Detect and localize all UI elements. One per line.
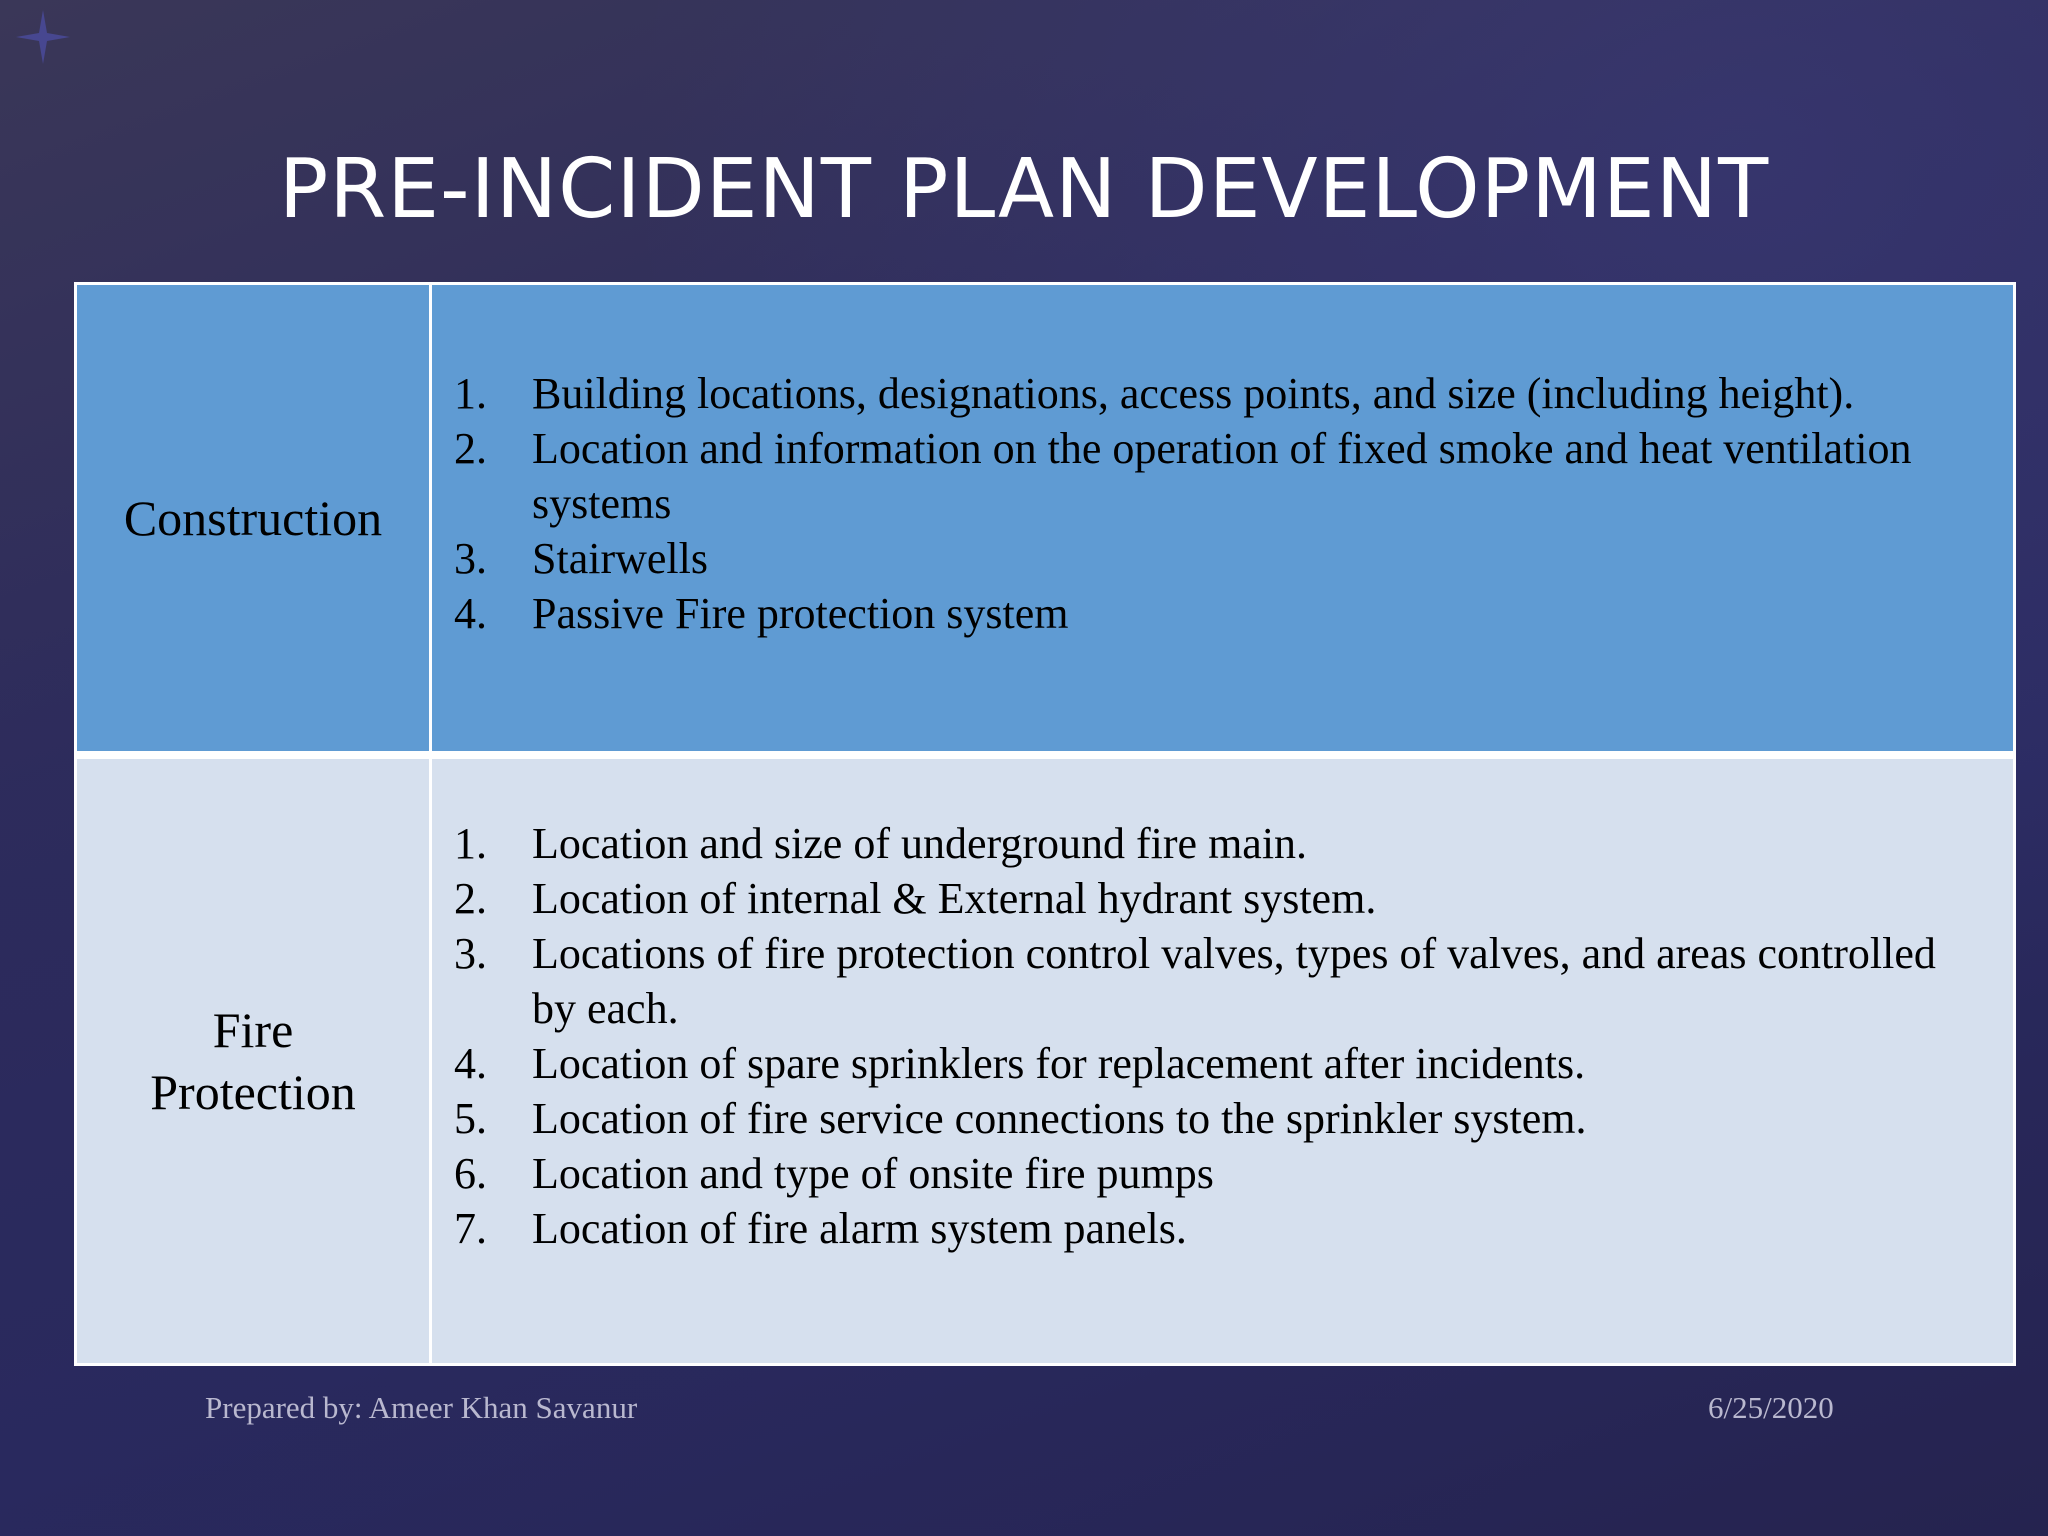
footer-date: 6/25/2020 (1708, 1390, 1834, 1425)
item-text: Location and type of onsite fire pumps (532, 1149, 1214, 1198)
list-item (432, 1201, 1973, 1256)
item-text: Location of spare sprinklers for replacement after incidents. (532, 1039, 1586, 1088)
item-number: 1. (454, 819, 487, 868)
item-text: Location of fire alarm system panels. (532, 1204, 1187, 1253)
fire-protection-item-list (432, 816, 2013, 1256)
category-cell-construction: Construction (76, 284, 431, 756)
item-number: 2. (454, 423, 487, 473)
four-point-star-icon (14, 8, 72, 66)
slide-title: PRE-INCIDENT PLAN DEVELOPMENT (278, 142, 1770, 237)
item-number: 2. (454, 874, 487, 923)
category-cell-fire-protection: Fire Protection (76, 755, 431, 1365)
item-number: 4. (454, 1039, 487, 1088)
item-text: Location and information on the operation of fixed smoke and heat ventilation systems (532, 423, 1912, 528)
construction-item-list (432, 366, 2013, 641)
item-number: 5. (454, 1094, 487, 1143)
list-item (432, 1091, 1973, 1146)
item-number: 3. (454, 533, 487, 583)
item-text: Stairwells (532, 533, 708, 583)
item-number: 4. (454, 588, 487, 638)
item-text: Location and size of underground fire main. (532, 819, 1308, 868)
list-item (432, 586, 1973, 641)
list-item (432, 421, 1973, 531)
list-item (432, 531, 1973, 586)
footer-prepared-by: Prepared by: Ameer Khan Savanur (205, 1390, 638, 1425)
pre-incident-plan-table (74, 282, 2016, 1366)
item-number: 1. (454, 368, 487, 418)
item-text: Location of internal & External hydrant system. (532, 874, 1377, 923)
items-cell-construction (431, 284, 2015, 756)
item-number: 6. (454, 1149, 487, 1198)
item-number: 3. (454, 929, 487, 978)
list-item (432, 1036, 1973, 1091)
list-item (432, 366, 1973, 421)
item-number: 7. (454, 1204, 487, 1253)
items-cell-fire-protection (431, 755, 2015, 1365)
item-text: Building locations, designations, access points, and size (including height). (532, 368, 1855, 418)
table-row-construction (76, 284, 2015, 756)
list-item (432, 1146, 1973, 1201)
item-text: Location of fire service connections to the sprinkler system. (532, 1094, 1587, 1143)
list-item (432, 871, 1973, 926)
item-text: Passive Fire protection system (532, 588, 1069, 638)
list-item (432, 816, 1973, 871)
table-row-fire-protection (76, 755, 2015, 1365)
item-text: Locations of fire protection control valves, types of valves, and areas controlled by each. (532, 929, 1936, 1033)
list-item (432, 926, 1973, 1036)
